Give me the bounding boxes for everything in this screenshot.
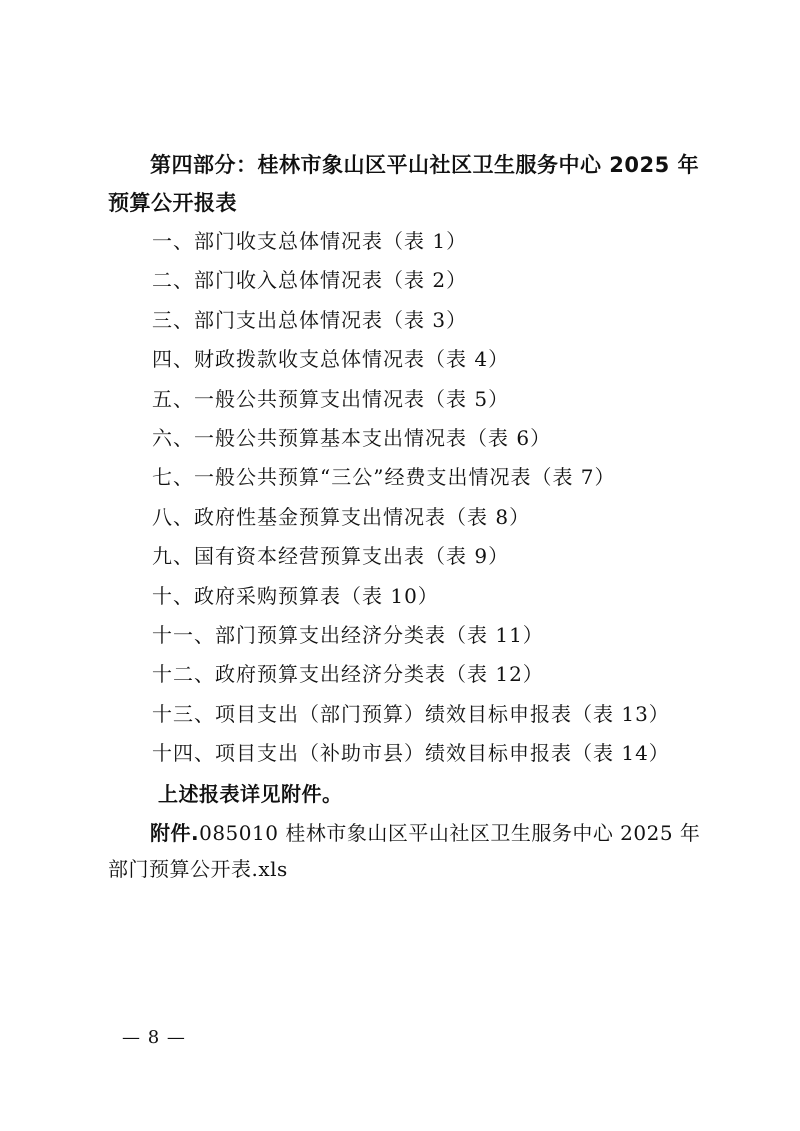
toc-item: 十三、项目支出（部门预算）绩效目标申报表（表 13） bbox=[152, 701, 670, 726]
toc-item: 五、一般公共预算支出情况表（表 5） bbox=[152, 386, 510, 411]
attachment-filename[interactable]: 085010 桂林市象山区平山社区卫生服务中心 2025 年部门预算公开表.xls bbox=[108, 821, 701, 881]
toc-item: 十二、政府预算支出经济分类表（表 12） bbox=[152, 662, 544, 687]
toc-item: 十四、项目支出（补助市县）绩效目标申报表（表 14） bbox=[152, 741, 670, 766]
attachment-line bbox=[108, 815, 708, 887]
attachment-label: 附件. bbox=[150, 821, 200, 845]
report-table-list bbox=[152, 222, 670, 773]
toc-item: 十、政府采购预算表（表 10） bbox=[152, 583, 439, 608]
toc-item: 三、部门支出总体情况表（表 3） bbox=[152, 307, 468, 332]
toc-item: 二、部门收入总体情况表（表 2） bbox=[152, 268, 468, 293]
toc-item: 六、一般公共预算基本支出情况表（表 6） bbox=[152, 425, 552, 450]
section-heading: 第四部分：桂林市象山区平山社区卫生服务中心 2025 年预算公开报表 bbox=[108, 153, 700, 215]
toc-item: 七、一般公共预算“三公”经费支出情况表（表 7） bbox=[152, 465, 616, 490]
toc-item: 十一、部门预算支出经济分类表（表 11） bbox=[152, 622, 544, 647]
page-number: — 8 — bbox=[122, 1027, 186, 1048]
toc-item: 九、国有资本经营预算支出表（表 9） bbox=[152, 544, 510, 569]
attachment-note: 上述报表详见附件。 bbox=[158, 782, 343, 806]
toc-item: 一、部门收支总体情况表（表 1） bbox=[152, 229, 468, 253]
toc-item: 四、财政拨款收支总体情况表（表 4） bbox=[152, 347, 510, 372]
toc-item: 八、政府性基金预算支出情况表（表 8） bbox=[152, 504, 531, 529]
